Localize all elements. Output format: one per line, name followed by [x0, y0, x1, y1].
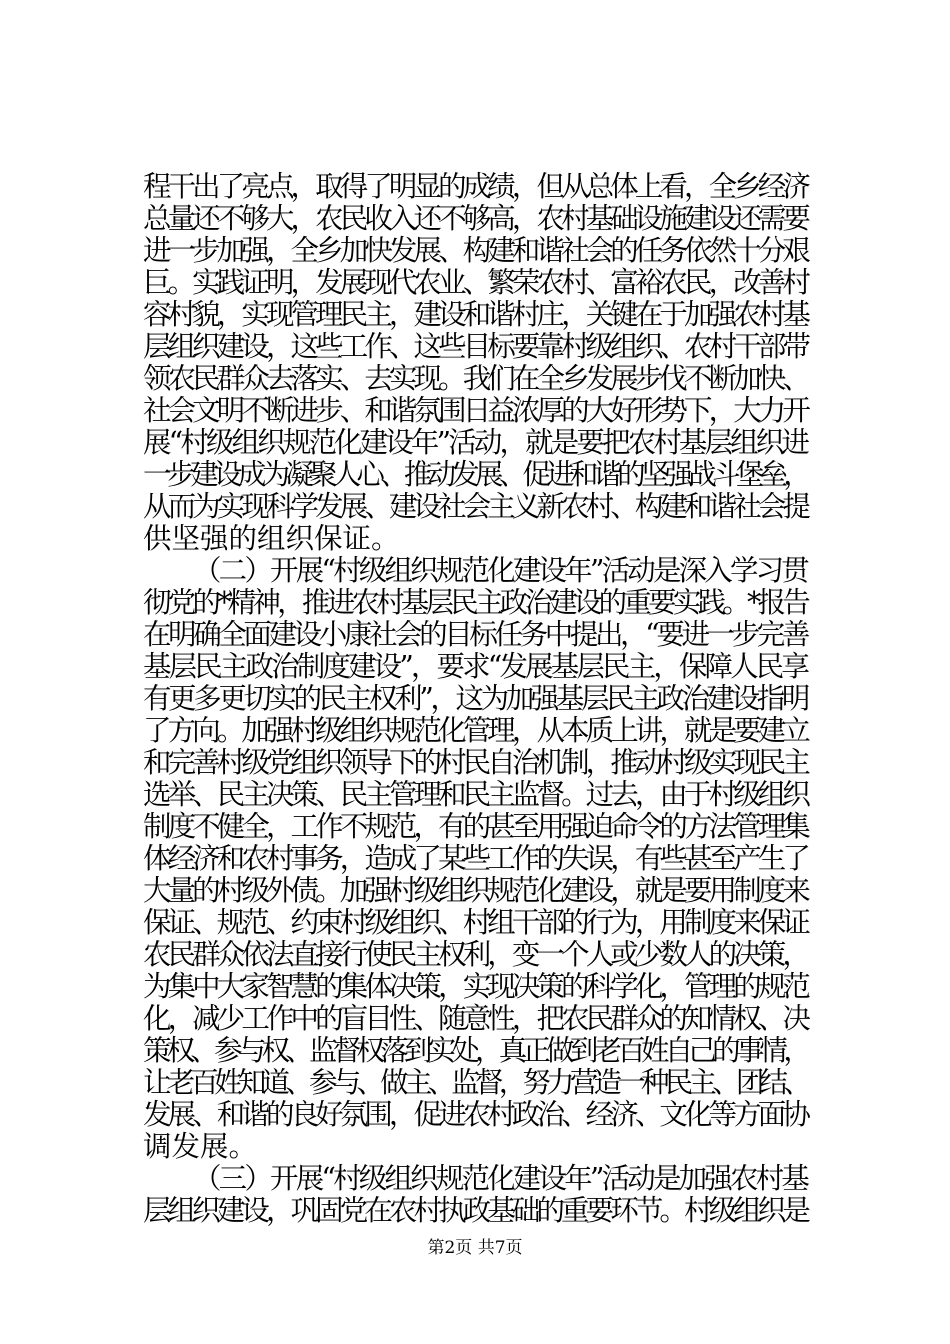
text-line: 了方向。加强村级组织规范化管理，从本质上讲，就是要建立 [143, 714, 807, 747]
page-footer: 第2页 共7页 [427, 1238, 523, 1258]
text-line: 大量的村级外债。加强村级组织规范化建设，就是要用制度来 [143, 874, 807, 907]
text-line: 体经济和农村事务，造成了某些工作的失误，有些甚至产生了 [143, 842, 807, 875]
text-line: 和完善村级党组织领导下的村民自治机制，推动村级实现民主 [143, 746, 807, 779]
text-line: 发展、和谐的良好氛围，促进农村政治、经济、文化等方面协 [143, 1098, 807, 1131]
text-line: 有更多更切实的民主权利”，这为加强基层民主政治建设指明 [143, 682, 807, 715]
text-line: 保证、规范、约束村级组织、村组干部的行为，用制度来保证 [143, 906, 807, 939]
text-line: 彻党的*精神，推进农村基层民主政治建设的重要实践。*报告 [143, 586, 807, 619]
text-line: 领农民群众去落实、去实现。我们在全乡发展步伐不断加快、 [143, 362, 807, 395]
text-line: 层组织建设，这些工作、这些目标要靠村级组织、农村干部带 [143, 330, 807, 363]
text-line: （三）开展“村级组织规范化建设年”活动是加强农村基 [193, 1162, 807, 1195]
text-line: 为集中大家智慧的集体决策，实现决策的科学化，管理的规范 [143, 970, 807, 1003]
text-line: 策权、参与权、监督权落到实处，真正做到老百姓自己的事情， [143, 1034, 807, 1067]
text-line: 巨。实践证明，发展现代农业、繁荣农村、富裕农民，改善村 [143, 266, 807, 299]
text-line: 农民群众依法直接行使民主权利，变一个人或少数人的决策， [143, 938, 807, 971]
text-line: 化，减少工作中的盲目性、随意性，把农民群众的知情权、决 [143, 1002, 807, 1035]
text-line: 展“村级组织规范化建设年”活动，就是要把农村基层组织进 [143, 426, 807, 459]
text-line: 进一步加强，全乡加快发展、构建和谐社会的任务依然十分艰 [143, 234, 807, 267]
text-line: 选举、民主决策、民主管理和民主监督。过去，由于村级组织 [143, 778, 807, 811]
text-line: 程干出了亮点，取得了明显的成绩，但从总体上看，全乡经济 [143, 170, 807, 203]
text-line: 层组织建设，巩固党在农村执政基础的重要环节。村级组织是 [143, 1194, 807, 1227]
text-line: 一步建设成为凝聚人心、推动发展、促进和谐的坚强战斗堡垒， [143, 458, 807, 491]
text-line: 调发展。 [143, 1130, 258, 1163]
text-line: 从而为实现科学发展、建设社会主义新农村、构建和谐社会提 [143, 490, 807, 523]
text-line: 制度不健全，工作不规范，有的甚至用强迫命令的方法管理集 [143, 810, 807, 843]
text-line: 社会文明不断进步、和谐氛围日益浓厚的大好形势下，大力开 [143, 394, 807, 427]
text-line: 基层民主政治制度建设”，要求“发展基层民主，保障人民享 [143, 650, 807, 683]
text-line: 总量还不够大，农民收入还不够高，农村基础设施建设还需要 [143, 202, 807, 235]
text-line: 供坚强的组织保证。 [143, 522, 400, 555]
text-line: （二）开展“村级组织规范化建设年”活动是深入学习贯 [193, 554, 807, 587]
text-line: 让老百姓知道、参与、做主、监督，努力营造一种民主、团结、 [143, 1066, 807, 1099]
text-line: 在明确全面建设小康社会的目标任务中提出，“要进一步完善 [143, 618, 807, 651]
text-line: 容村貌，实现管理民主，建设和谐村庄，关键在于加强农村基 [143, 298, 807, 331]
